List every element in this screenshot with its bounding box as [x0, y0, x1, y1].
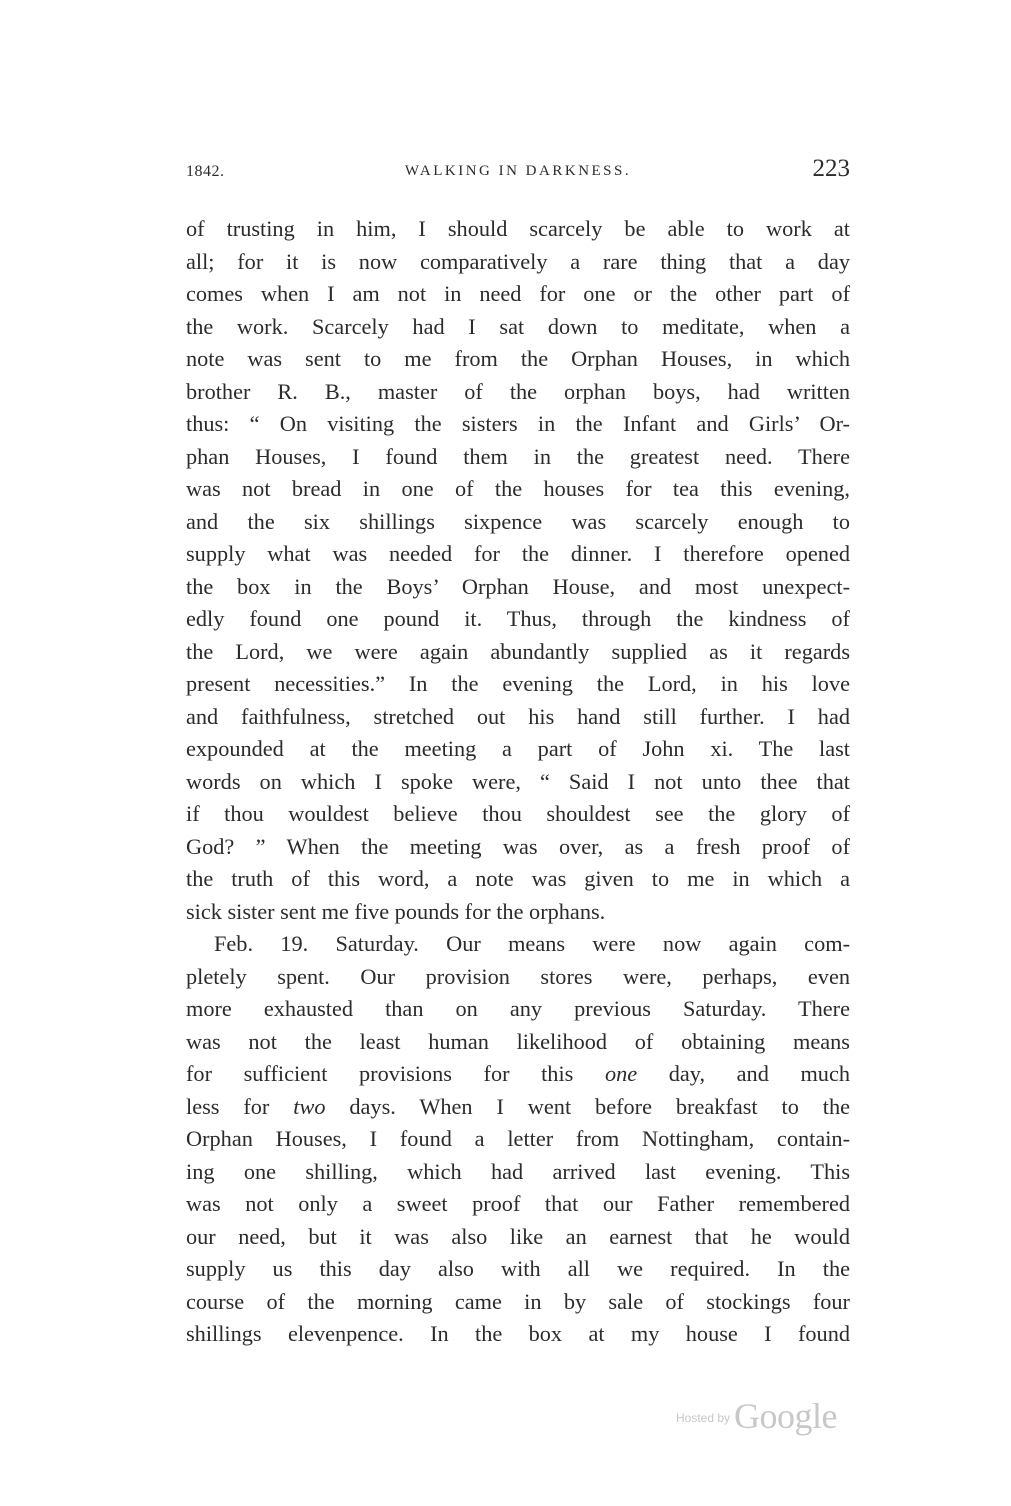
emphasis-two: two: [293, 1093, 326, 1119]
text-line: God? ” When the meeting was over, as a fresh proof of: [186, 833, 850, 859]
header-title: WALKING IN DARKNESS.: [404, 163, 632, 179]
text-line: if thou wouldest believe thou shouldest see the glory of: [186, 801, 850, 826]
text-line: and the six shillings sixpence was scarcely enough to: [186, 508, 850, 534]
text-line: ing one shilling, which had arrived last evening. This: [186, 1158, 850, 1184]
body-text: [186, 213, 850, 1351]
text-line: words on which I spoke were, “ Said I not unto thee that: [186, 768, 850, 794]
text-line: supply us this day also with all we required. In the: [186, 1256, 850, 1281]
text-line: our need, but it was also like an earnest that he would: [186, 1223, 850, 1249]
text-line: all; for it is now comparatively a rare thing that a day: [186, 248, 850, 274]
text-segment: day, and much: [637, 1061, 850, 1086]
google-logo: Google: [734, 1396, 838, 1436]
text-line: supply what was needed for the dinner. I therefore opened: [186, 541, 850, 566]
text-line: sick sister sent me five pounds for the orphans.: [186, 898, 606, 924]
watermark-prefix: Hosted by: [676, 1411, 731, 1425]
text-segment: for sufficient provisions for this: [186, 1061, 605, 1086]
text-line: pletely spent. Our provision stores were, perhaps, even: [186, 963, 850, 989]
text-segment: days. When I went before breakfast to the: [325, 1093, 850, 1119]
text-line: phan Houses, I found them in the greatest need. There: [186, 443, 850, 469]
text-line: edly found one pound it. Thus, through the kindness of: [186, 606, 850, 631]
header-year: 1842.: [186, 163, 225, 180]
text-line: the box in the Boys’ Orphan House, and most unexpect-: [186, 573, 850, 599]
text-line: was not the least human likelihood of obtaining means: [186, 1028, 850, 1054]
text-line: comes when I am not in need for one or the other part of: [186, 281, 850, 306]
text-line: of trusting in him, I should scarcely be able to work at: [186, 216, 850, 241]
text-line: the work. Scarcely had I sat down to meditate, when a: [186, 313, 850, 339]
text-line: [186, 1058, 850, 1091]
text-line: more exhausted than on any previous Saturday. There: [186, 996, 850, 1021]
text-line: the truth of this word, a note was given to me in which a: [186, 866, 850, 891]
text-line: brother R. B., master of the orphan boys, had written: [186, 378, 850, 404]
text-line: the Lord, we were again abundantly supplied as it regards: [186, 638, 850, 664]
emphasis-one: one: [604, 1061, 638, 1086]
text-line: was not only a sweet proof that our Father remembered: [186, 1191, 850, 1216]
text-segment: less for: [186, 1093, 294, 1119]
text-line: expounded at the meeting a part of John xi. The last: [186, 736, 850, 761]
hosted-by-google-watermark: [676, 1395, 837, 1435]
text-line: Orphan Houses, I found a letter from Nottingham, contain-: [186, 1126, 850, 1151]
text-line: Feb. 19. Saturday. Our means were now again com-: [214, 931, 850, 956]
page-number: 223: [812, 155, 850, 182]
text-line: was not bread in one of the houses for tea this evening,: [186, 476, 850, 501]
text-line: shillings elevenpence. In the box at my house I found: [186, 1321, 850, 1346]
text-line: thus: “ On visiting the sisters in the Infant and Girls’ Or-: [186, 411, 850, 436]
text-line: note was sent to me from the Orphan Houses, in which: [186, 346, 850, 371]
text-line: present necessities.” In the evening the Lord, in his love: [186, 671, 850, 696]
text-line: [186, 1091, 850, 1124]
running-head: [186, 157, 850, 189]
text-line: and faithfulness, stretched out his hand still further. I had: [186, 703, 850, 729]
text-line: course of the morning came in by sale of stockings four: [186, 1288, 850, 1314]
